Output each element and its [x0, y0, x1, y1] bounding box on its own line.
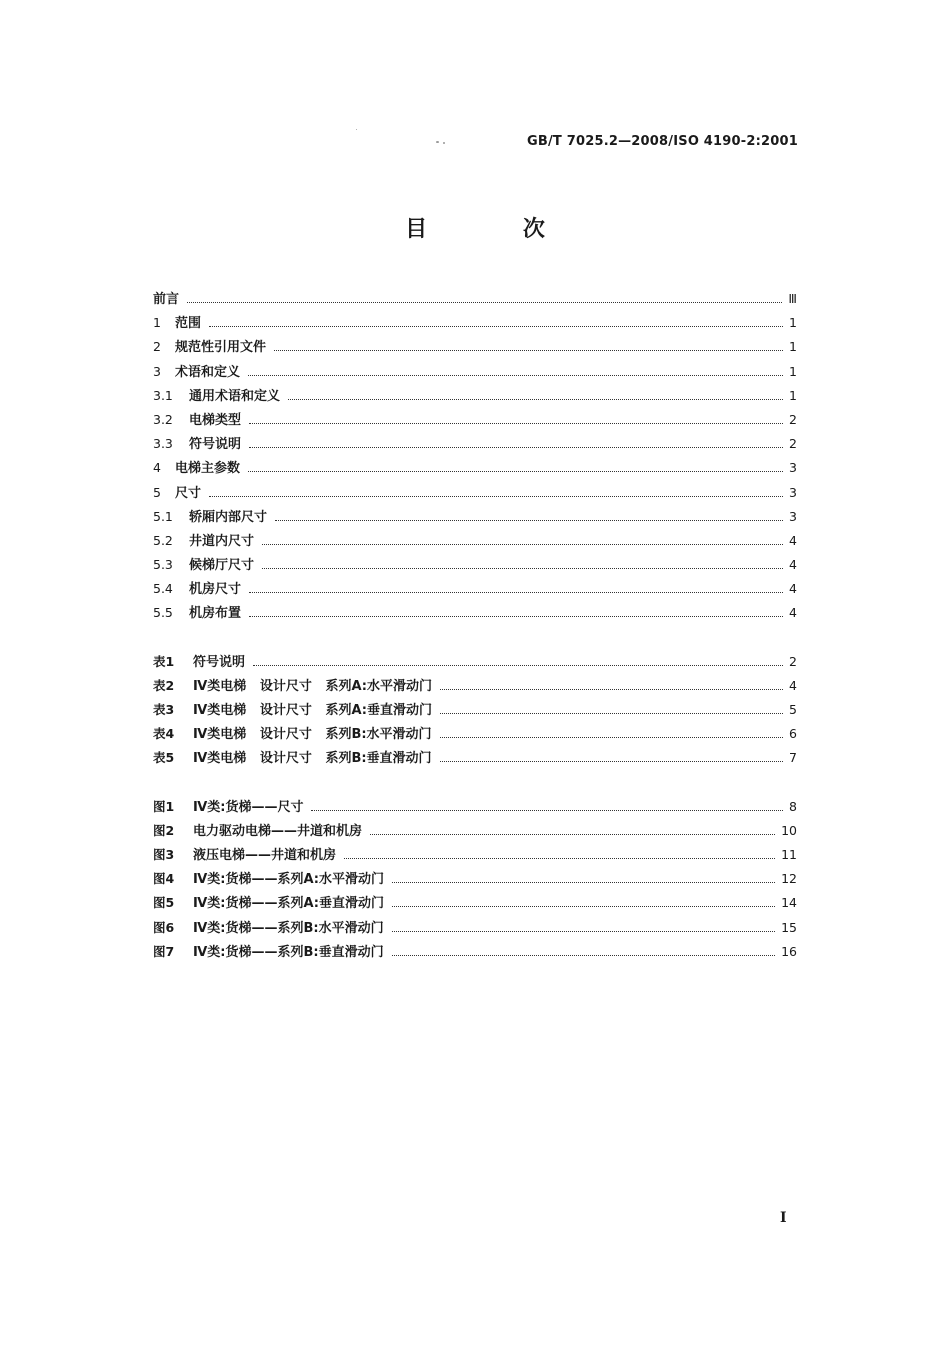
toc-entry-label: Ⅳ类:货梯——系列B:水平滑动门	[193, 920, 384, 936]
toc-entry-label: 电梯类型	[189, 412, 242, 428]
toc-dot-leader	[440, 761, 783, 762]
toc-entry-number: 3.2	[153, 411, 173, 427]
toc-entry-label: 符号说明	[193, 654, 246, 670]
toc-entry-number: 表1	[153, 653, 175, 669]
toc-entry-number: 表2	[153, 677, 175, 693]
toc-dot-leader	[249, 616, 783, 617]
toc-entry-number: 5.4	[153, 581, 173, 597]
toc-entry[interactable]	[153, 916, 797, 940]
toc-entry-label: Ⅳ类电梯 设计尺寸 系列B:水平滑动门	[193, 727, 432, 743]
toc-entry[interactable]	[153, 311, 797, 335]
toc-entry-number: 5.2	[153, 532, 173, 548]
toc-entry-label: 范围	[175, 316, 202, 332]
toc-dot-leader	[288, 399, 783, 400]
toc-sections-group	[153, 287, 797, 626]
toc-entry-page: 4	[789, 557, 797, 573]
toc-entry-page: 7	[789, 750, 797, 766]
toc-entry-page: 3	[789, 460, 797, 476]
toc-entry-label: 通用术语和定义	[189, 388, 281, 404]
toc-entry-page: 10	[781, 822, 797, 838]
toc-dot-leader	[249, 592, 783, 593]
table-of-contents	[153, 287, 797, 964]
toc-dot-leader	[440, 689, 783, 690]
toc-dot-leader	[262, 568, 783, 569]
toc-entry[interactable]	[153, 650, 797, 674]
toc-entry-label: 电力驱动电梯——井道和机房	[193, 823, 363, 839]
toc-entry-number: 图7	[153, 943, 175, 959]
toc-dot-leader	[209, 326, 783, 327]
toc-entry-number: 3.3	[153, 436, 173, 452]
toc-entry-label: 机房布置	[189, 606, 242, 622]
toc-entry-label: Ⅳ类电梯 设计尺寸 系列B:垂直滑动门	[193, 751, 432, 767]
toc-entry[interactable]	[153, 819, 797, 843]
scan-speck	[356, 129, 357, 130]
toc-entry-number: 4	[153, 460, 161, 476]
toc-dot-leader	[209, 496, 783, 497]
toc-entry[interactable]	[153, 287, 797, 311]
toc-entry-number: 图2	[153, 822, 175, 838]
toc-entry[interactable]	[153, 746, 797, 770]
toc-entry[interactable]	[153, 698, 797, 722]
toc-dot-leader	[275, 520, 783, 521]
toc-entry-page: 12	[781, 871, 797, 887]
toc-entry-label: 符号说明	[189, 437, 242, 453]
toc-dot-leader	[392, 906, 775, 907]
toc-entry[interactable]	[153, 722, 797, 746]
toc-entry-label: 术语和定义	[175, 364, 241, 380]
toc-entry[interactable]	[153, 601, 797, 625]
toc-entry-number: 5.1	[153, 508, 173, 524]
toc-dot-leader	[440, 737, 783, 738]
toc-dot-leader	[311, 810, 783, 811]
toc-entry-page: 1	[789, 339, 797, 355]
toc-entry-number: 5	[153, 484, 161, 500]
toc-entry-label: 轿厢内部尺寸	[189, 509, 268, 525]
toc-entry-label: 电梯主参数	[175, 461, 241, 477]
toc-entry-page: 6	[789, 726, 797, 742]
toc-entry[interactable]	[153, 335, 797, 359]
toc-entry[interactable]	[153, 843, 797, 867]
toc-entry[interactable]	[153, 795, 797, 819]
toc-entry-page: 2	[789, 411, 797, 427]
toc-entry[interactable]	[153, 529, 797, 553]
toc-dot-leader	[344, 858, 775, 859]
toc-dot-leader	[249, 447, 783, 448]
toc-entry-label: 候梯厅尺寸	[189, 558, 255, 574]
toc-entry-page: 4	[789, 677, 797, 693]
toc-entry-label: 液压电梯——井道和机房	[193, 847, 337, 863]
toc-entry-page: 1	[789, 387, 797, 403]
toc-tables-group	[153, 650, 797, 771]
toc-entry[interactable]	[153, 360, 797, 384]
toc-entry[interactable]	[153, 940, 797, 964]
toc-entry-page: 2	[789, 653, 797, 669]
toc-entry[interactable]	[153, 408, 797, 432]
toc-entry-page: 4	[789, 532, 797, 548]
toc-entry[interactable]	[153, 432, 797, 456]
toc-entry-number: 1	[153, 315, 161, 331]
toc-entry-page: 4	[789, 581, 797, 597]
toc-entry-label: Ⅳ类电梯 设计尺寸 系列A:水平滑动门	[193, 678, 432, 694]
toc-dot-leader	[248, 375, 783, 376]
toc-entry[interactable]	[153, 456, 797, 480]
toc-entry-number: 5.5	[153, 605, 173, 621]
toc-entry-page: 3	[789, 508, 797, 524]
toc-figures-group	[153, 795, 797, 964]
toc-entry-page: 16	[781, 943, 797, 959]
toc-entry[interactable]	[153, 891, 797, 915]
toc-entry-page: 3	[789, 484, 797, 500]
toc-entry-page: 1	[789, 315, 797, 331]
toc-entry-label: 规范性引用文件	[175, 340, 267, 356]
toc-entry[interactable]	[153, 867, 797, 891]
toc-entry-page: 15	[781, 919, 797, 935]
toc-entry-label: Ⅳ类:货梯——系列B:垂直滑动门	[193, 944, 384, 960]
toc-entry[interactable]	[153, 674, 797, 698]
page-number: I	[780, 1210, 787, 1226]
scan-speck	[436, 141, 439, 143]
toc-entry-number: 表5	[153, 750, 175, 766]
toc-entry[interactable]	[153, 384, 797, 408]
toc-entry[interactable]	[153, 553, 797, 577]
toc-entry-number: 图3	[153, 846, 175, 862]
toc-entry-label: Ⅳ类:货梯——尺寸	[193, 799, 304, 815]
toc-entry[interactable]	[153, 577, 797, 601]
toc-dot-leader	[248, 471, 783, 472]
toc-dot-leader	[249, 423, 783, 424]
toc-dot-leader	[392, 882, 775, 883]
toc-dot-leader	[440, 713, 783, 714]
toc-entry-number: 图4	[153, 871, 175, 887]
toc-entry-page: 11	[781, 846, 797, 862]
standard-code: GB/T 7025.2—2008/ISO 4190-2:2001	[527, 134, 798, 149]
toc-spacer	[153, 626, 797, 650]
toc-entry-number: 2	[153, 339, 161, 355]
toc-entry-label: Ⅳ类:货梯——系列A:垂直滑动门	[193, 896, 384, 912]
toc-entry-label: 井道内尺寸	[189, 533, 255, 549]
toc-entry-page: Ⅲ	[788, 291, 797, 306]
toc-entry-page: 5	[789, 702, 797, 717]
toc-entry-number: 图6	[153, 919, 175, 935]
toc-entry-number: 表4	[153, 726, 175, 742]
toc-entry-label: Ⅳ类电梯 设计尺寸 系列A:垂直滑动门	[193, 703, 432, 718]
toc-entry-number: 图5	[153, 895, 175, 911]
scan-speck	[443, 142, 445, 144]
toc-entry-label: 机房尺寸	[189, 582, 242, 598]
toc-dot-leader	[370, 834, 775, 835]
toc-dot-leader	[392, 931, 776, 932]
toc-entry-number: 3.1	[153, 387, 173, 403]
toc-entry-page: 4	[789, 605, 797, 621]
toc-entry-number: 3	[153, 363, 161, 379]
toc-dot-leader	[262, 544, 783, 545]
toc-entry-page: 2	[789, 436, 797, 452]
toc-dot-leader	[392, 955, 776, 956]
toc-entry-label: 前言	[153, 292, 180, 307]
toc-entry-page: 14	[781, 895, 797, 911]
page-title: 目 次	[405, 217, 589, 242]
toc-entry-number: 5.3	[153, 557, 173, 573]
toc-dot-leader	[187, 302, 782, 303]
toc-entry-page: 8	[789, 798, 797, 814]
toc-entry-label: Ⅳ类:货梯——系列A:水平滑动门	[193, 872, 384, 888]
toc-dot-leader	[274, 350, 783, 351]
toc-entry-number: 表3	[153, 702, 175, 717]
toc-entry[interactable]	[153, 505, 797, 529]
toc-spacer	[153, 771, 797, 795]
toc-entry-page: 1	[789, 363, 797, 379]
toc-entry[interactable]	[153, 481, 797, 505]
toc-entry-label: 尺寸	[175, 485, 202, 501]
toc-entry-number: 图1	[153, 798, 175, 814]
toc-dot-leader	[253, 665, 783, 666]
